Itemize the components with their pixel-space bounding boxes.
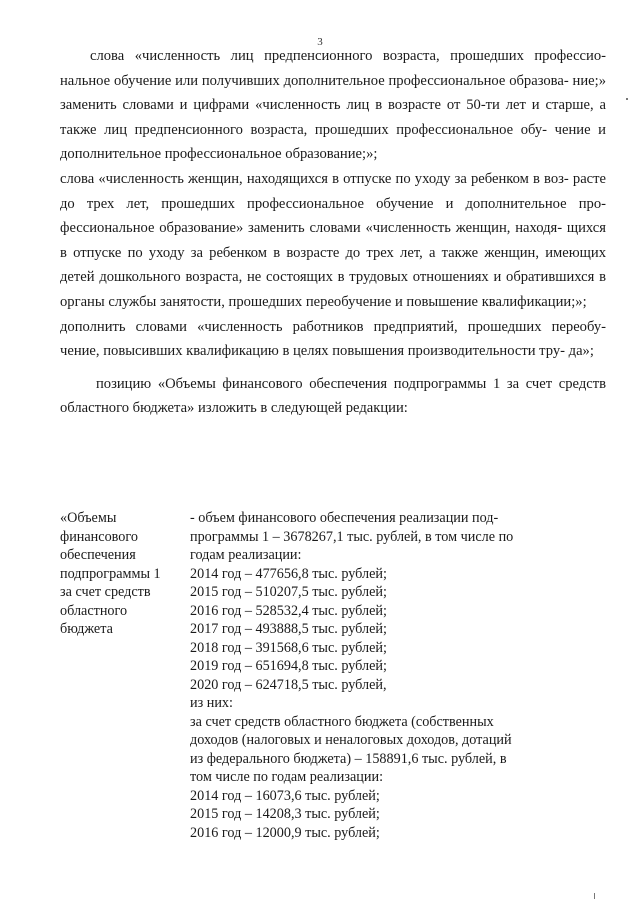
text-line: слова «численность лиц предпенсионного возраста, прошедших профессио- — [90, 48, 606, 64]
right-cell-line: за счет средств областного бюджета (собственных — [190, 713, 494, 730]
left-cell-line: бюджета — [60, 621, 113, 637]
text-line: позицию «Объемы финансового обеспечения подпрограммы 1 за счет средств — [96, 375, 606, 392]
text-line: чение, повысивших квалификацию в целях повышения производительности тру- — [60, 343, 565, 360]
text-line: нальное обучение или получивших дополнительное профессиональное образова- — [60, 72, 569, 89]
right-cell-line: годам реализации: — [190, 547, 302, 563]
left-cell-line: «Объемы — [60, 510, 117, 526]
right-cell-line: из них: — [190, 695, 233, 711]
scan-speck — [594, 893, 595, 899]
right-cell-line: 2017 год – 493888,5 тыс. рублей; — [190, 621, 387, 637]
left-cell-line: обеспечения — [60, 547, 136, 563]
text-line: старше, а также лиц предпенсионного возраста, прошедших профессиональное обу- — [60, 97, 606, 138]
text-line: да»; — [568, 343, 594, 360]
right-cell-line: 2020 год – 624718,5 тыс. рублей, — [190, 676, 387, 693]
right-cell-line: том числе по годам реализации: — [190, 769, 384, 785]
right-cell-line: 2018 год – 391568,6 тыс. рублей; — [190, 639, 387, 656]
paragraph-1 — [60, 44, 606, 167]
paragraph-4 — [60, 372, 606, 421]
text-line: имеющих детей дошкольного возраста, не состоящих в трудовых отношениях и — [60, 244, 606, 286]
right-cell-line: 2015 год – 510207,5 тыс. рублей; — [190, 584, 387, 600]
right-cell-line: из федерального бюджета) – 158891,6 тыс. рублей, в — [190, 750, 507, 767]
scan-speck — [626, 98, 628, 100]
text-line: расте до трех лет, прошедших профессиональное обучение и дополнительное про- — [60, 170, 606, 212]
text-line: дополнить словами «численность работников предприятий, прошедших переобу- — [60, 318, 606, 335]
right-cell-line: 2019 год – 651694,8 тыс. рублей; — [190, 658, 387, 674]
text-line: квалификации;»; — [481, 293, 587, 310]
right-cell-line: доходов (налоговых и неналоговых доходов, дотаций — [190, 732, 512, 748]
text-line: щихся в отпуске по уходу за ребенком в возрасте до трех лет, а также женщин, — [60, 220, 606, 261]
text-line: областного бюджета» изложить в следующей редакции: — [60, 400, 408, 417]
body-text — [60, 44, 606, 421]
funding-table-right-column — [190, 509, 610, 842]
right-cell-line: - объем финансового обеспечения реализации под- — [190, 510, 499, 526]
right-cell-line: 2015 год – 14208,3 тыс. рублей; — [190, 806, 380, 822]
text-line: обратившихся в органы службы занятости, прошедших переобучение и повышение — [60, 269, 606, 310]
left-cell-line: подпрограммы 1 — [60, 565, 161, 582]
text-line: фессиональное образование» заменить словами «численность женщин, находя- — [60, 220, 563, 237]
funding-table-left-column — [60, 509, 180, 639]
page-number: 3 — [317, 36, 323, 48]
paragraph-2 — [60, 167, 606, 315]
text-line: чение и дополнительное профессиональное образование;»; — [60, 121, 606, 163]
right-cell-line: 2014 год – 477656,8 тыс. рублей; — [190, 565, 387, 582]
right-cell-line: 2016 год – 528532,4 тыс. рублей; — [190, 602, 387, 619]
text-line: слова «численность женщин, находящихся в отпуске по уходу за ребенком в воз- — [60, 170, 569, 187]
text-line: ние;» заменить словами и цифрами «численность лиц в возрасте от 50-ти лет и — [60, 72, 606, 114]
right-cell-line: 2016 год – 12000,9 тыс. рублей; — [190, 824, 380, 841]
paragraph-3 — [60, 315, 606, 364]
left-cell-line: финансового — [60, 528, 138, 545]
left-cell-line: за счет средств — [60, 584, 151, 600]
right-cell-line: 2014 год – 16073,6 тыс. рублей; — [190, 787, 380, 804]
left-cell-line: областного — [60, 602, 128, 619]
right-cell-line: программы 1 – 3678267,1 тыс. рублей, в том числе по — [190, 528, 514, 545]
